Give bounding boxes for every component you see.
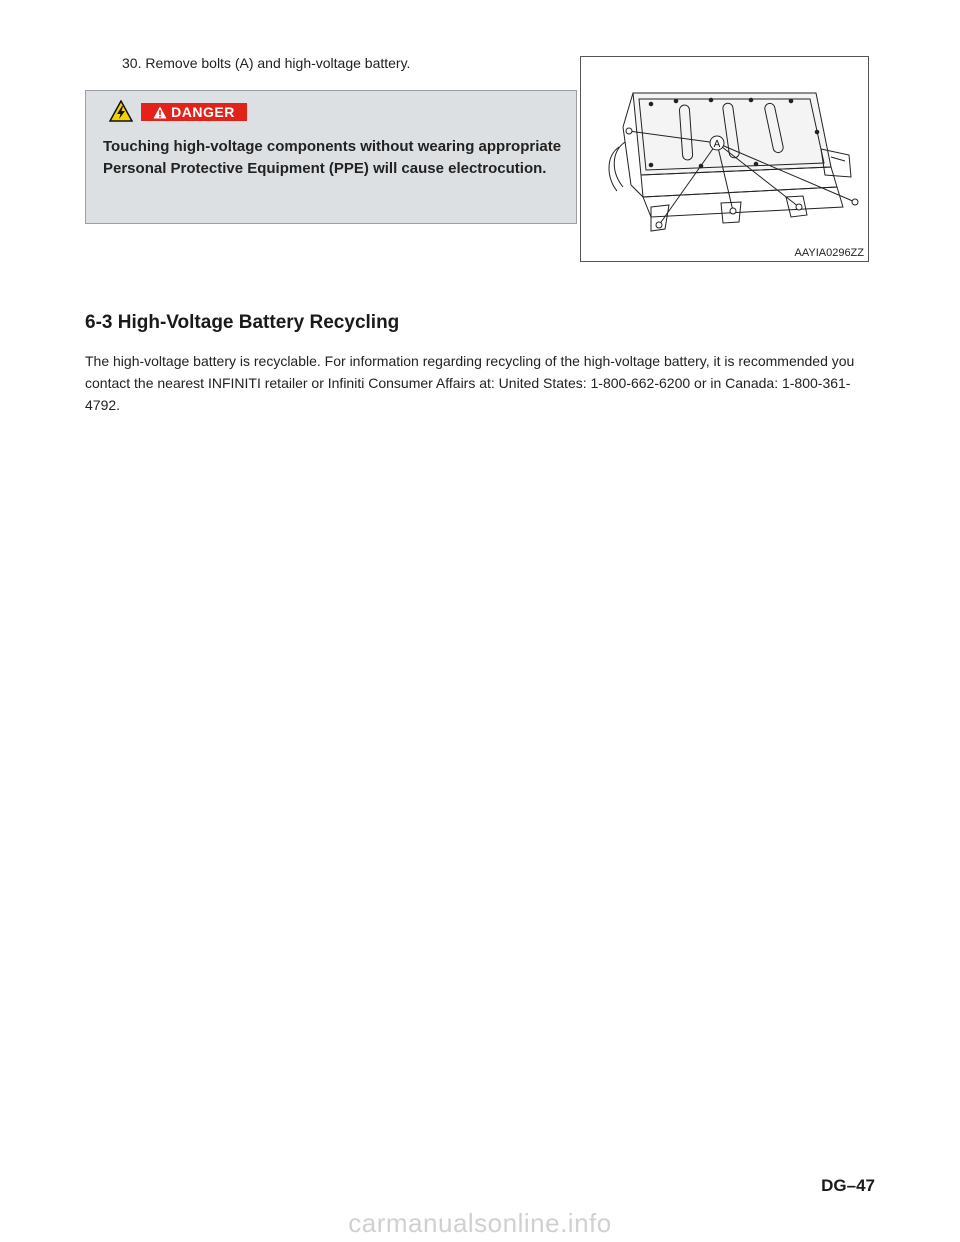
battery-drawing	[581, 57, 868, 261]
figure-code: AAYIA0296ZZ	[794, 247, 864, 259]
danger-callout	[85, 90, 577, 224]
warning-triangle-icon	[153, 106, 167, 119]
high-voltage-icon	[109, 100, 133, 127]
section-body: The high-voltage battery is recyclable. For information regarding recycling of the high-voltage battery, it is recommended you contact the nearest INFINITI retailer or Infiniti Consumer Affairs at: United States: 1-800-662-6200 or in Canada: 1-800-361-4792.	[85, 353, 855, 413]
step-instruction: 30. Remove bolts (A) and high-voltage battery.	[122, 55, 411, 71]
page-number: DG–47	[821, 1176, 875, 1195]
danger-message: Touching high-voltage components without wearing appropriate Personal Protective Equipment (PPE) will cause electrocution.	[103, 138, 562, 177]
danger-badge	[141, 103, 247, 121]
watermark: carmanualsonline.info	[348, 1208, 612, 1238]
battery-illustration	[580, 56, 869, 262]
section-title: 6-3 High-Voltage Battery Recycling	[85, 312, 400, 333]
danger-badge-label: DANGER	[171, 104, 235, 120]
callout-label: A	[713, 139, 721, 150]
